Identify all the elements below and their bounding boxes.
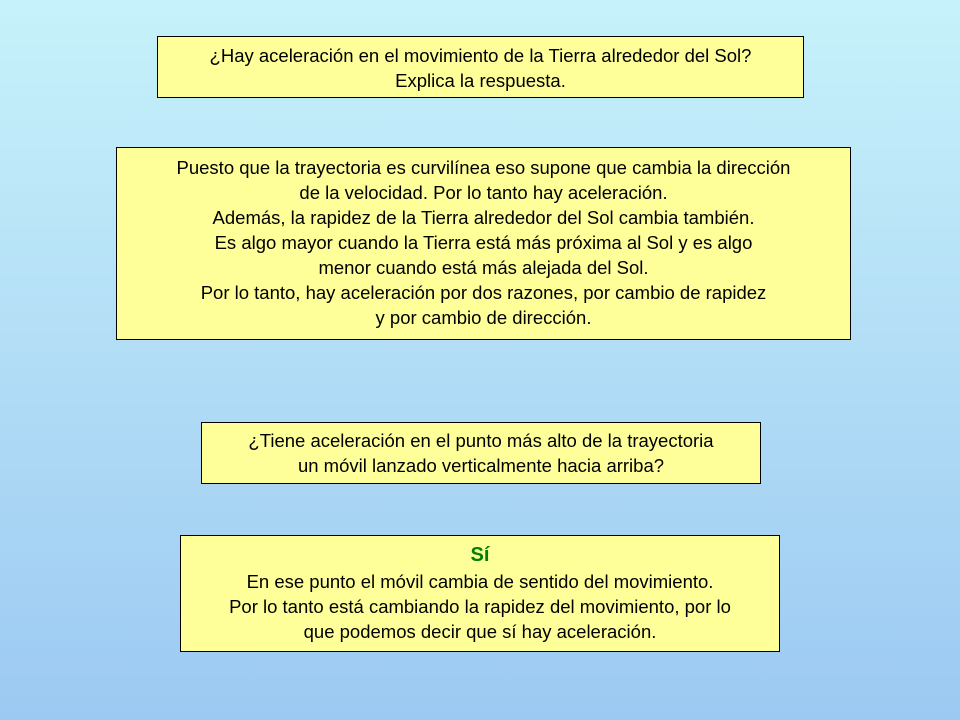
answer-line: Es algo mayor cuando la Tierra está más próxima al Sol y es algo	[214, 232, 753, 253]
question-box-vertical-launch	[201, 422, 761, 484]
answer-line: menor cuando está más alejada del Sol.	[318, 257, 649, 278]
question-box-earth-orbit	[157, 36, 804, 98]
answer-line: Además, la rapidez de la Tierra alrededor del Sol cambia también.	[212, 207, 755, 228]
answer-line: En ese punto el móvil cambia de sentido del movimiento.	[246, 571, 714, 592]
answer-title: Sí	[470, 544, 490, 566]
question-line: un móvil lanzado verticalmente hacia arriba?	[297, 455, 665, 476]
answer-line: Por lo tanto, hay aceleración por dos razones, por cambio de rapidez	[200, 282, 767, 303]
question-line: Explica la respuesta.	[395, 70, 566, 91]
answer-line: de la velocidad. Por lo tanto hay aceleración.	[299, 182, 668, 203]
answer-line: Puesto que la trayectoria es curvilínea eso supone que cambia la dirección	[176, 157, 791, 178]
question-line: ¿Tiene aceleración en el punto más alto de la trayectoria	[248, 430, 714, 451]
answer-box-vertical-launch	[180, 535, 780, 652]
answer-box-earth-orbit	[116, 147, 851, 340]
question-line: ¿Hay aceleración en el movimiento de la Tierra alrededor del Sol?	[209, 45, 752, 66]
answer-line: que podemos decir que sí hay aceleración.	[303, 621, 657, 642]
answer-line: y por cambio de dirección.	[375, 307, 592, 328]
answer-line: Por lo tanto está cambiando la rapidez del movimiento, por lo	[229, 596, 731, 617]
